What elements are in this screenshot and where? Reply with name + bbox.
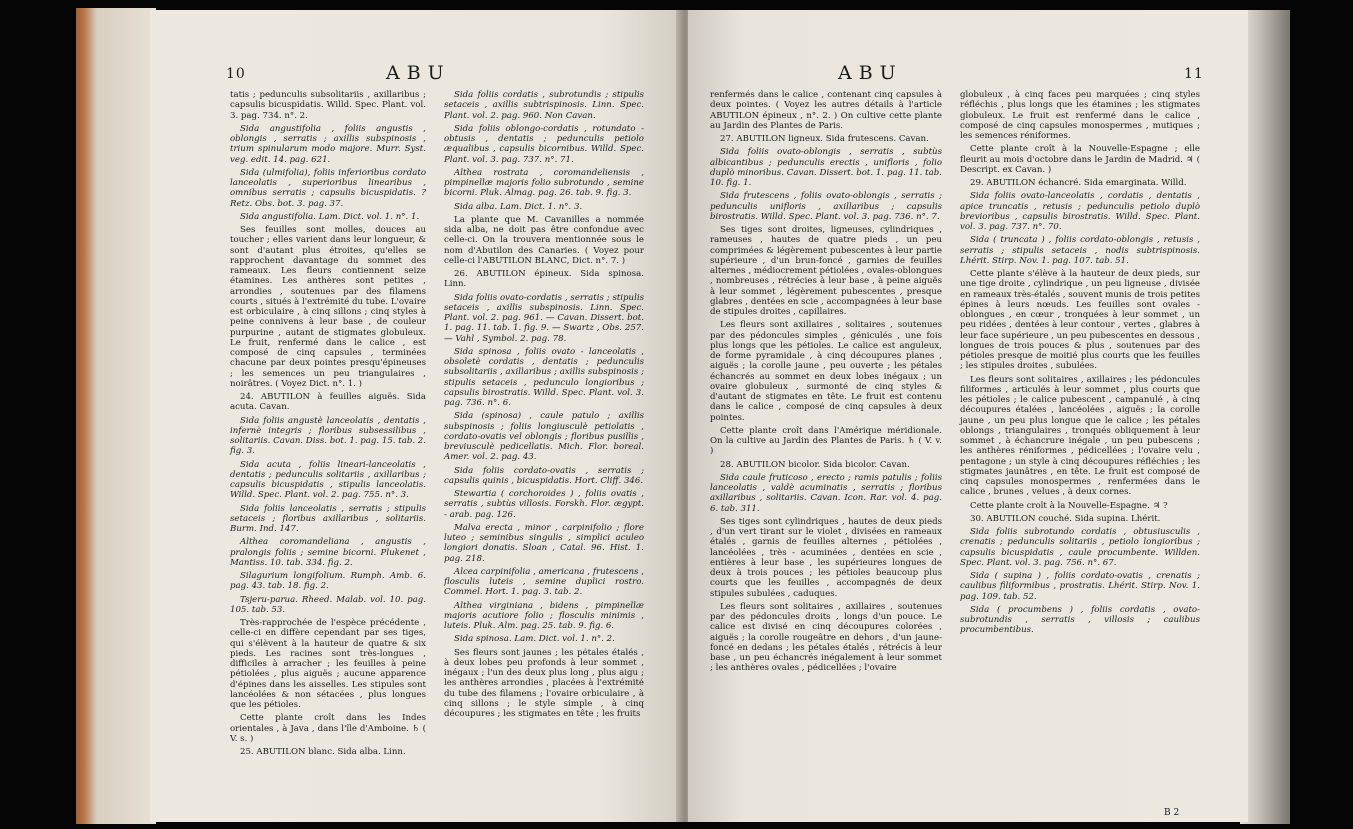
paragraph: Sida foliis ovato-lanceolatis , cordatis , dentatis , apice truncatis , retusis ; pedunculis petiolo duplò brevioribus , capsulis birostratis. Willd. Spec. Plant. vol. 3. pag. 737. n°. 70. [960, 191, 1200, 232]
paragraph: Sida (spinosa) , caule patulo ; axillis subspinosis ; foliis longiusculè petiolatis , cordato-ovatis vel oblongis ; floribus pusillis , breviusculè pedicellatis. Mich. Flor. boreal. Amer. vol. 2. pag. 43. [444, 411, 644, 463]
text-column-1 [230, 90, 426, 760]
page-number: 10 [226, 66, 246, 82]
paragraph: Sida foliis ovato-cordatis , serratis ; stipulis setaceis , axillis subspinosis. Linn. Spec. Plant. vol. 2. pag. 961. — Cavan. Dissert. bot. 1. pag. 11. tab. 1. fig. 9. — Swartz , Obs. 257. — Vahl , Symbol. 2. pag. 78. [444, 292, 644, 344]
paragraph: Sida ( truncata ) , foliis cordato-oblongis , retusis , serratis ; stipulis setaceis , nodis subtrispinosis. Lhérit. Stirp. Nov. 1. pag. 107. tab. 51. [960, 235, 1200, 266]
paragraph: Sida foliis lanceolatis , serratis ; stipulis setaceis ; floribus axillaribus , solitariis. Burm. Ind. 147. [230, 503, 426, 534]
paragraph: Tsjeru-parua. Rheed. Malab. vol. 10. pag. 105. tab. 53. [230, 594, 426, 615]
paragraph: Cette plante croît à la Nouvelle-Espagne. ♃ ? [970, 500, 1168, 511]
paragraph: Ses fleurs sont jaunes ; les pétales étalés , à deux lobes peu profonds à leur sommet , inégaux ; l'un des deux plus long , plus aigu ; les anthères arrondies , placées à l'extrémité du tube des filamens ; l'ovaire orbiculaire , à cinq sillons ; le style simple , à cinq découpures ; les stigmates en tête ; les fruits [444, 647, 644, 719]
paragraph: Sida (ulmifolia), foliis inferioribus cordato lanceolatis , superioribus linearibus , omnibus serratis ; capsulis bicuspidatis. ? Retz. Obs. bot. 3. pag. 37. [230, 167, 426, 209]
text-column-2 [960, 90, 1200, 639]
entry-heading: 28. ABUTILON bicolor. Sida bicolor. Cavan. [720, 459, 910, 470]
paragraph: Sida alba. Lam. Dict. 1. n°. 3. [454, 201, 583, 212]
paragraph: Ses tiges sont cylindriques , hautes de deux pieds , d'un vert tirant sur le violet , divisées en rameaux étalés , garnis de feuilles alternes , pétiolées , lancéolées , très - acuminées , dentées en scie , entières à leur base , les supérieures longues de deux à trois pouces ; les pétioles beaucoup plus courts que les feuilles , accompagnés de deux stipules subulées , caduques. [710, 516, 942, 599]
paragraph: Les fleurs sont solitaires , axillaires ; les pédoncules filiformes , articulés à leur sommet , plus courts que les pétioles ; le calice pubescent , campanulé , à cinq découpures étalées , lancéolées , aiguës ; la corolle jaune , un peu plus longue que le calice ; les pétales oblongs , triangulaires , tronqués obliquement à leur sommet , à échancrure inégale , un peu pubescens ; les anthères réniformes , pédicellées ; l'ovaire velu , pentagone ; un style à cinq découpures réfléchies ; les stigmates jaunâtres , en tête. Le fruit est composé de cinq capsules monospermes , renfermées dans le calice , brunes , velues , à deux cornes. [960, 374, 1200, 498]
paragraph: Sida frutescens , foliis ovato-oblongis , serratis ; pedunculis unifloris , axillaribus ; capsulis birostratis. Willd. Spec. Plant. vol. 3. pag. 736. n°. 7. [710, 191, 942, 222]
paragraph: Ses feuilles sont molles, douces au toucher ; elles varient dans leur longueur, & sont d'autant plus étroites, qu'elles se rapprochent davantage du sommet des rameaux. Les fleurs contiennent seize étamines. Les anthères sont petites , arrondies , soutenues par des filamens courts , situés à l'extrémité du tube. L'ovaire est orbiculaire , à cinq sillons ; cinq styles à peine connivens à leur base , de couleur purpurine , autant de stigmates globuleux. Le fruit, renfermé dans le calice , est composé de cinq capsules , terminées chacune par deux pointes presqu'épineuses ; les semences un peu triangulaires , noirâtres. ( Voyez Dict. n°. 1. ) [230, 225, 426, 389]
paragraph: Althea rostrata , coromandeliensis , pimpinellæ majoris folio subrotundo , semine bicorni. Pluk. Almag. pag. 26. tab. 9. fig. 3. [444, 167, 644, 199]
paragraph: Sida foliis oblongo-cordatis , rotundato - obtusis , dentatis ; pedunculis petiolo æqualibus , capsulis bicornibus. Willd. Spec. Plant. vol. 3. pag. 737. n°. 71. [444, 123, 644, 165]
entry-heading: 25. ABUTILON blanc. Sida alba. Linn. [240, 747, 406, 757]
paragraph: Sida spinosa , foliis ovato - lanceolatis , obsoletè cordatis , dentatis ; pedunculis subsolitariis , axillaribus ; axillis subspinosis ; stipulis setaceis , pedunculo longioribus ; capsulis birostratis. Willd. Spec. Plant. vol. 3. pag. 736. n°. 6. [444, 346, 644, 408]
paragraph: Sida ( procumbens ) , foliis cordatis , ovato-subrotundis , serratis , villosis ; caulibus procumbentibus. [960, 604, 1200, 636]
paragraph: tatis ; pedunculis subsolitariis , axillaribus ; capsulis bicuspidatis. Willd. Spec. Plant. vol. 3. pag. 734. n°. 2. [230, 90, 426, 121]
paragraph: Sida foliis cordatis , subrotundis ; stipulis setaceis , axillis subtrispinosis. Linn. Spec. Plant. vol. 2. pag. 960. Non Cavan. [444, 90, 644, 121]
paragraph: Stewartia ( corchoroides ) , foliis ovatis , serratis , subtùs villosis. Forskh. Flor. ægypt. - arab. pag. 126. [444, 489, 644, 520]
paragraph: Althea virginiana , bidens , pimpinellæ majoris acutiore folio ; flosculis minimis , luteis. Pluk. Alm. pag. 25. tab. 9. fig. 6. [444, 600, 644, 631]
paragraph: Silagurium longifolium. Rumph. Amb. 6. pag. 43. tab. 18. fig. 2. [230, 571, 426, 592]
signature-mark: B 2 [1164, 808, 1180, 818]
paragraph: Cette plante croît dans les Indes orientales , à Java , dans l'île d'Amboine. ♄ ( V. s. ) [230, 713, 426, 744]
paragraph: Très-rapprochée de l'espèce précédente , celle-ci en diffère cependant par ses tiges, qui s'élèvent à la hauteur de quatre & six pieds. Les racines sont très-longues , difficiles à arracher ; les feuilles à peine pétiolées , plus aiguës ; aucune apparence d'épines dans les aisselles. Les stipules sont lancéolées & non sétacées , plus longues que les pétioles. [230, 618, 426, 710]
paragraph: Les fleurs sont axillaires , solitaires , soutenues par des pédoncules simples , géniculés , une fois plus longs que les pétioles. Le calice est anguleux, de forme pyramidale , à cinq découpures planes , aiguës ; la corolle jaune , peu ouverte ; les pétales échancrés au sommet en deux lobes inégaux ; un ovaire globuleux , surmonté de cinq styles & d'autant de stigmates en tête. Le fruit est contenu dans le calice , composé de cinq capsules à deux pointes. [710, 320, 942, 423]
paragraph: La plante que M. Cavanilles a nommée sida alba, ne doit pas être confondue avec celle-ci. On la trouvera mentionnée sous le nom d'Abutilon des Canaries. ( Voyez pour celle-ci l'ABUTILON BLANC, Dict. n°. 7. ) [444, 214, 644, 266]
paragraph: Alcea carpinifolia , americana , frutescens , flosculis luteis , semine duplici rostro. Commel. Hort. 1. pag. 3. tab. 2. [444, 566, 644, 598]
left-page [150, 10, 682, 822]
paragraph: Malva erecta , minor , carpinifolio ; flore luteo ; seminibus singulis , simplici aculeo longiori donatis. Sloan , Catal. 96. Hist. 1. pag. 218. [444, 522, 644, 564]
running-head: ABU [838, 62, 903, 84]
paragraph: Cette plante s'élève à la hauteur de deux pieds, sur une tige droite , cylindrique , un peu ligneuse , divisée en rameaux très-étalés , souvent munis de trois petites épines à leurs nœuds. Les feuilles sont ovales - oblongues , en cœur , tronquées à leur sommet , un peu ridées , dentées à leur contour , vertes , glabres à leur face supérieure , un peu pubescentes en dessous , longues de trois pouces & plus , soutenues par des pétioles presque de moitié plus courts que les feuilles ; les stipules droites , subulées. [960, 269, 1200, 372]
entry-heading: 30. ABUTILON couché. Sida supina. Lhérit. [970, 513, 1161, 524]
paragraph: Althea coromandeliana , angustis , pralongis foliis ; semine bicorni. Plukenet , Mantiss. 10. tab. 334. fig. 2. [230, 537, 426, 568]
paragraph: renfermés dans le calice , contenant cinq capsules à deux pointes. ( Voyez les autres détails à l'article ABUTILON épineux , n°. 2. ) On cultive cette plante au Jardin des Plantes de Paris. [710, 90, 942, 131]
paragraph: Sida spinosa. Lam. Dict. vol. 1. n°. 2. [454, 634, 615, 645]
entry-heading: 27. ABUTILON ligneux. Sida frutescens. Cavan. [720, 134, 929, 144]
paragraph: Cette plante croît à la Nouvelle-Espagne ; elle fleurit au mois d'octobre dans le Jardin de Madrid. ♃ ( Descript. ex Cavan. ) [960, 144, 1200, 175]
paragraph: globuleux , à cinq faces peu marquées ; cinq styles réfléchis , plus longs que les étamines ; les stigmates globuleux. Le fruit est renfermé dans le calice , composé de cinq capsules monospermes , mutiques ; les semences réniformes. [960, 90, 1200, 141]
paragraph: Sida foliis subrotundo cordatis , obtusiusculis , crenatis ; pedunculis solitariis , petiolo longioribus ; capsulis bicuspidatis , caule procumbente. Willden. Spec. Plant. vol. 3. pag. 756. n°. 67. [960, 527, 1200, 568]
entry-heading: 26. ABUTILON épineux. Sida spinosa. Linn. [444, 269, 644, 290]
paragraph: Sida caule fruticoso , erecto ; ramis patulis ; foliis lanceolatis , valdè acuminatis , serratis ; floribus axillaribus , solitariis. Cavan. Icon. Rar. vol. 4. pag. 6. tab. 311. [710, 472, 942, 514]
entry-heading: 29. ABUTILON échancré. Sida emarginata. Willd. [970, 178, 1187, 188]
paragraph: Ses tiges sont droites, ligneuses, cylindriques , rameuses , hautes de quatre pieds , un peu comprimées & légèrement pubescentes à leur partie supérieure , d'un brun-foncé , garnies de feuilles alternes , médiocrement pétiolées , ovales-oblongues , nombreuses , rétrécies à leur base , à peine aiguës à leur sommet , légèrement pubescentes , presque glabres , dentées en scie , accompagnées à leur base de stipules droites , capillaires. [710, 225, 942, 317]
paragraph: Sida angustifolia , foliis angustis , oblongis , serratis ; axillis subspinosis , trium spinularum modo majore. Murr. Syst. veg. edit. 14. pag. 621. [230, 123, 426, 165]
page-number: 11 [1184, 66, 1204, 82]
paragraph: Sida angustifolia. Lam. Dict. vol. 1. n°. 1. [240, 211, 420, 222]
paragraph: Sida foliis cordato-ovatis , serratis ; capsulis quinis , bicuspidatis. Hort. Cliff. 346. [444, 465, 644, 486]
paragraph: Sida foliis angustè lanceolatis , dentatis , infernè integris ; floribus subsessilibus , solitariis. Cavan. Diss. bot. 1. pag. 15. tab. 2. fig. 3. [230, 415, 426, 457]
running-head: ABU [386, 62, 451, 84]
text-column-1 [710, 90, 942, 677]
paragraph: Sida foliis ovato-oblongis , serratis , subtùs albicantibus ; pedunculis erectis , unifloris , folio duplò minoribus. Cavan. Dissert. bot. 1. pag. 11. tab. 10. fig. 1. [710, 147, 942, 188]
paragraph: Sida ( supina ) , foliis cordato-ovatis , crenatis ; caulibus filiformibus , prostratis. Lhérit. Stirp. Nov. 1. pag. 109. tab. 52. [960, 571, 1200, 602]
left-page-stack-edge [76, 8, 156, 824]
text-column-2 [444, 90, 644, 722]
paragraph: Sida acuta , foliis lineari-lanceolatis , dentatis ; pedunculis solitariis , axillaribus ; capsulis bicuspidatis , stipulis lanceolatis. Willd. Spec. Plant. vol. 2. pag. 755. n°. 3. [230, 459, 426, 501]
paragraph: Les fleurs sont solitaires , axillaires , soutenues par des pédoncules droits , longs d'un pouce. Le calice est divisé en cinq découpures colorées , aiguës ; la corolle rougeâtre en dehors , d'un jaune-foncé en dedans ; les pétales étalés , rétrécis à leur base , un peu échancrés inégalement à leur sommet ; les anthères ovales , pédicellées ; l'ovaire [710, 601, 942, 674]
right-page [688, 10, 1248, 822]
paragraph: Cette plante croît dans l'Amérique méridionale. On la cultive au Jardin des Plantes de Paris. ♄ ( V. v. ) [710, 425, 942, 457]
entry-heading: 24. ABUTILON à feuilles aiguës. Sida acuta. Cavan. [230, 392, 426, 413]
